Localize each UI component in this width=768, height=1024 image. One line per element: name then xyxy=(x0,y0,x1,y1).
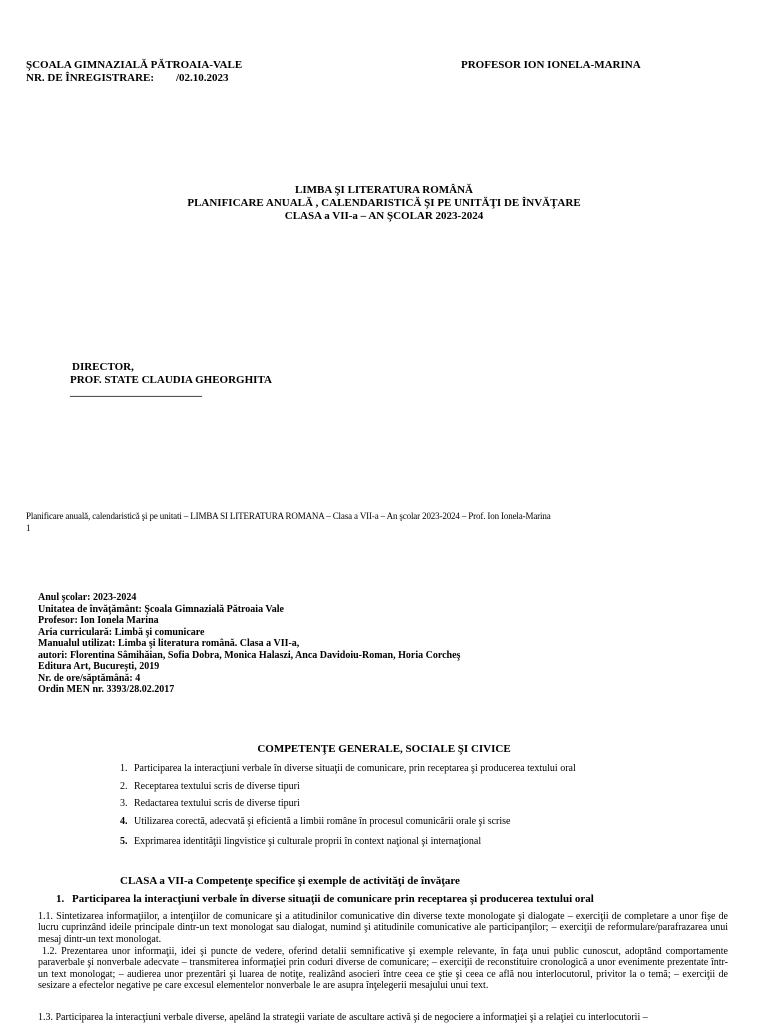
meta-publisher: Editura Art, Bucureşti, 2019 xyxy=(38,661,160,672)
registration-label: NR. DE ÎNREGISTRARE: xyxy=(26,72,155,84)
meta-order: Ordin MEN nr. 3393/28.02.2017 xyxy=(38,684,175,695)
signature-line: ________________________ xyxy=(70,386,202,398)
general-competences-heading: COMPETENŢE GENERALE, SOCIALE ŞI CIVICE xyxy=(257,743,511,755)
item-number: 4. xyxy=(120,816,128,827)
competence-paragraph-1-1: 1.1. Sintetizarea informaţiilor, a intenţiilor de comunicare şi a atitudinilor comunicative din diverse texte monologate şi dialogate – exerciţii de completare a unor fişe de lucru cuprinzând ideile principale dintr-un text monologat sau dialogat, numind şi atitudinile comunicative ale participanţilor; – exerciţii de reformulare/parafrazarea unui mesaj dintr-un text monologat. xyxy=(38,911,728,945)
meta-block xyxy=(38,592,460,696)
subheading-text: Participarea la interacţiuni verbale în diverse situaţii de comunicare prin receptarea şi producerea textului oral xyxy=(72,893,594,905)
page-footer: Planificare anuală, calendaristică şi pe unitati – LIMBA SI LITERATURA ROMANA – Clasa a VII-a – An şcolar 2023-2024 – Prof. Ion Ionela-Marina xyxy=(26,511,551,521)
item-number: 5. xyxy=(120,836,128,847)
school-name: ŞCOALA GIMNAZIALĂ PĂTROAIA-VALE xyxy=(26,59,243,71)
director-label: DIRECTOR, xyxy=(72,361,134,373)
director-name: PROF. STATE CLAUDIA GHEORGHITA xyxy=(70,374,272,386)
item-number: 3. xyxy=(120,798,128,809)
general-competence-item xyxy=(120,763,576,775)
item-text: Exprimarea identităţii lingvistice şi culturale proprii în context naţional şi internaţional xyxy=(134,836,482,847)
subheading-number: 1. xyxy=(56,893,65,905)
meta-textbook: Manualul utilizat: Limba şi literatura română. Clasa a VII-a, xyxy=(38,638,300,649)
item-text: Participarea la interacţiuni verbale în diverse situaţii de comunicare, prin receptarea şi producerea textului oral xyxy=(134,763,576,774)
specific-subheading xyxy=(56,893,594,906)
specific-competences-heading: CLASA a VII-a Competenţe specifice şi exemple de activităţi de învăţare xyxy=(120,875,460,887)
title-line-3: CLASA a VII-a – AN ŞCOLAR 2023-2024 xyxy=(284,210,484,222)
page-number: 1 xyxy=(26,523,31,533)
general-competence-item xyxy=(120,781,300,793)
meta-teacher: Profesor: Ion Ionela Marina xyxy=(38,615,159,626)
item-number: 1. xyxy=(120,763,128,774)
general-competence-item xyxy=(120,836,481,848)
meta-school-unit: Unitatea de învăţământ: Şcoala Gimnazială Pătroaia Vale xyxy=(38,603,284,615)
item-text: Utilizarea corectă, adecvată şi eficientă a limbii române în procesul comunicării orale şi scrise xyxy=(134,816,511,827)
item-text: Redactarea textului scris de diverse tipuri xyxy=(134,798,300,809)
competence-paragraph-1-3: 1.3. Participarea la interacţiuni verbale diverse, apelând la strategii variate de ascultare activă şi de negociere a informaţiei şi a relaţiei cu interlocutorii – xyxy=(38,1012,648,1023)
general-competence-item xyxy=(120,798,300,810)
item-text: Receptarea textului scris de diverse tipuri xyxy=(134,781,300,792)
general-competence-item xyxy=(120,816,511,828)
meta-curricular-area: Aria curriculară: Limbă şi comunicare xyxy=(38,626,205,638)
title-line-1: LIMBA ŞI LITERATURA ROMÂNĂ xyxy=(295,184,473,196)
title-line-2: PLANIFICARE ANUALĂ , CALENDARISTICĂ ŞI PE UNITĂŢI DE ÎNVĂŢARE xyxy=(187,197,581,209)
teacher-name: PROFESOR ION IONELA-MARINA xyxy=(461,59,641,71)
meta-authors: autori: Florentina Sâmihăian, Sofia Dobra, Monica Halaszi, Anca Davidoiu-Roman, Horia Corcheş xyxy=(38,649,461,661)
meta-school-year: Anul şcolar: 2023-2024 xyxy=(38,592,137,603)
item-number: 2. xyxy=(120,781,128,792)
meta-hours: Nr. de ore/săptămână: 4 xyxy=(38,672,141,684)
competence-paragraph-1-2: 1.2. Prezentarea unor informaţii, idei şi puncte de vedere, oferind detalii semnificative şi exemple relevante, în faţa unui public cunoscut, adoptând comportamente paraverbale şi nonverbale adecvate – transmiterea informaţiei prin coduri diverse de comunicare; – exerciţii de reconstituire cronologică a unor evenimente prezentate într-un text monologat; – audierea unor prezentări şi luarea de notiţe, realizând asocieri între ceea ce ştie şi ceea ce află nou interlocutorul, privitor la o temă; – exerciţii de sesizare a efectelor negative pe care excesul elementelor nonverbale le are asupra înţelegerii mesajului unui text. xyxy=(38,946,728,992)
registration-date: /02.10.2023 xyxy=(176,72,229,84)
